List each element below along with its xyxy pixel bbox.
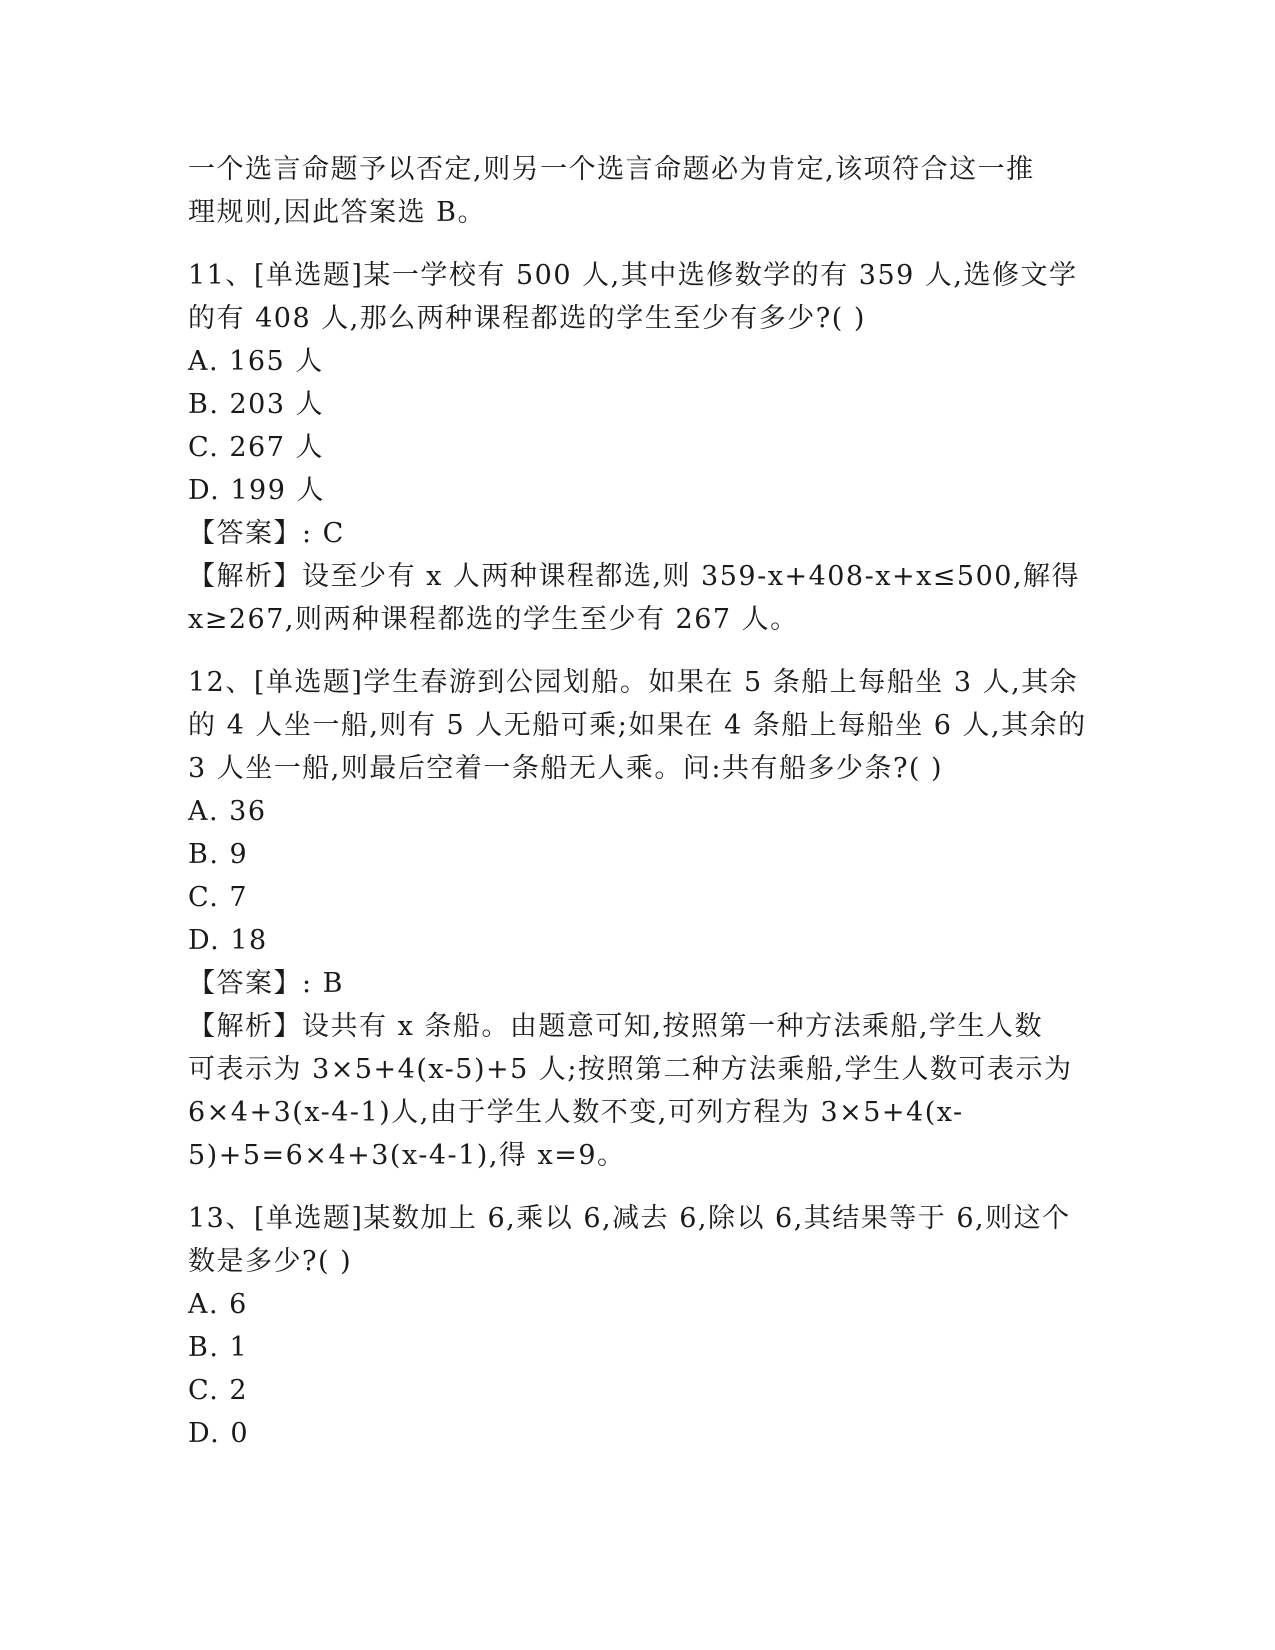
- option-a: A. 6: [188, 1289, 248, 1320]
- option-b: B. 1: [188, 1332, 249, 1363]
- analysis-line: 【解析】设至少有 x 人两种课程都选,则 359-x+408-x+x≤500,解得: [188, 561, 1081, 592]
- question-stem-line: 的 4 人坐一船,则有 5 人无船可乘;如果在 4 条船上每船坐 6 人,其余的: [188, 710, 1087, 741]
- option-d: D. 0: [188, 1418, 250, 1449]
- document-page: [188, 148, 1088, 1455]
- question-stem-line: 的有 408 人,那么两种课程都选的学生至少有多少?( ): [188, 303, 866, 334]
- option-c: C. 7: [188, 882, 249, 913]
- intro-line: 一个选言命题予以否定,则另一个选言命题必为肯定,该项符合这一推: [188, 154, 1035, 185]
- analysis-line: x≥267,则两种课程都选的学生至少有 267 人。: [188, 604, 799, 635]
- analysis-line: 【解析】设共有 x 条船。由题意可知,按照第一种方法乘船,学生人数: [188, 1011, 1044, 1042]
- option-a: A. 165 人: [188, 346, 324, 377]
- intro-paragraph: [188, 148, 1088, 234]
- question-12: [188, 661, 1088, 1177]
- answer-line: 【答案】: B: [188, 968, 345, 999]
- option-a: A. 36: [188, 796, 267, 827]
- option-c: C. 2: [188, 1375, 249, 1406]
- option-d: D. 199 人: [188, 475, 325, 506]
- intro-line: 理规则,因此答案选 B。: [188, 197, 487, 228]
- question-stem-line: 12、[单选题]学生春游到公园划船。如果在 5 条船上每船坐 3 人,其余: [188, 667, 1079, 698]
- option-d: D. 18: [188, 925, 268, 956]
- question-stem-line: 数是多少?( ): [188, 1246, 353, 1277]
- question-stem-line: 3 人坐一船,则最后空着一条船无人乘。问:共有船多少条?( ): [188, 753, 944, 784]
- question-13: [188, 1197, 1088, 1455]
- analysis-line: 5)+5=6×4+3(x-4-1),得 x=9。: [188, 1140, 626, 1171]
- analysis-line: 可表示为 3×5+4(x-5)+5 人;按照第二种方法乘船,学生人数可表示为: [188, 1054, 1073, 1085]
- option-b: B. 203 人: [188, 389, 325, 420]
- answer-line: 【答案】: C: [188, 518, 345, 549]
- analysis-line: 6×4+3(x-4-1)人,由于学生人数不变,可列方程为 3×5+4(x-: [188, 1097, 964, 1128]
- question-stem-line: 13、[单选题]某数加上 6,乘以 6,减去 6,除以 6,其结果等于 6,则这个: [188, 1203, 1071, 1234]
- question-11: [188, 254, 1088, 641]
- option-b: B. 9: [188, 839, 249, 870]
- option-c: C. 267 人: [188, 432, 324, 463]
- question-stem-line: 11、[单选题]某一学校有 500 人,其中选修数学的有 359 人,选修文学: [188, 260, 1078, 291]
